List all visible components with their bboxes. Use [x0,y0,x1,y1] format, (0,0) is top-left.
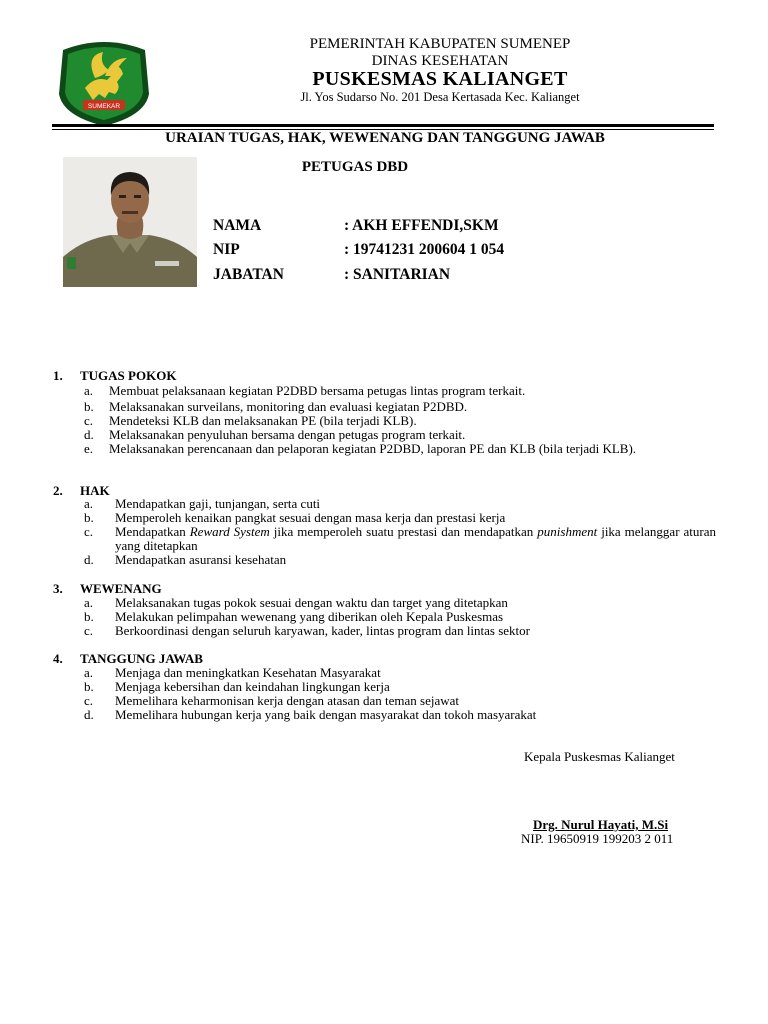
pegasus-shield-emblem [55,36,153,128]
list-marker: e. [84,441,94,456]
list-item [84,428,716,442]
list-item-text: Memelihara keharmonisan kerja dengan atasan dan teman sejawat [115,693,459,708]
identity-label-name: NAMA [213,217,262,234]
list-item [84,384,716,398]
list-item [84,497,716,511]
list-item-text: Melakukan pelimpahan wewenang yang diberikan oleh Kepala Puskesmas [115,609,504,624]
list-item [84,694,716,708]
list-item-text: Mendeteksi KLB dan melaksanakan PE (bila terjadi KLB). [109,413,417,428]
list-item-text: Memperoleh kenaikan pangkat sesuai dengan masa kerja dan prestasi kerja [115,510,506,525]
government-name: PEMERINTAH KABUPATEN SUMENEP [309,36,571,52]
list-item-text: Melaksanakan penyuluhan bersama dengan petugas program terkait. [109,427,466,442]
list-item-text: Melaksanakan surveilans, monitoring dan evaluasi kegiatan P2DBD. [109,399,468,414]
document-subtitle: PETUGAS DBD [301,159,409,175]
list-marker: c. [84,693,94,708]
list-item-text: Mendapatkan Reward System jika memperoleh suatu prestasi dan mendapatkan punishment jika melanggar aturan yang ditetapkan [115,524,716,553]
list-marker: d. [84,427,94,442]
list-marker: c. [84,413,94,428]
document-title: URAIAN TUGAS, HAK, WEWENANG DAN TANGGUNG JAWAB [165,130,605,146]
identity-value-position: : SANITARIAN [344,266,451,283]
identity-label-nip: NIP [213,241,240,258]
list-item [84,680,716,694]
department-name: DINAS KESEHATAN [371,53,509,69]
list-item-text: Membuat pelaksanaan kegiatan P2DBD bersama petugas lintas program terkait. [109,383,526,398]
list-item [84,666,716,680]
list-marker: b. [84,679,94,694]
list-marker: d. [84,707,94,722]
list-marker: a. [84,665,94,680]
identity-value-nip: : 19741231 200604 1 054 [344,241,505,258]
section-title: TANGGUNG JAWAB [80,651,203,666]
list-item [84,624,716,638]
list-item [84,553,716,567]
identity-label-position: JABATAN [213,266,284,283]
list-item [84,442,716,456]
signatory-name: Drg. Nurul Hayati, M.Si [533,817,669,832]
list-marker: b. [84,399,94,414]
section-title: TUGAS POKOK [80,368,177,383]
list-item [84,414,716,428]
list-item [84,596,716,610]
section-number: 2. [53,483,63,498]
list-marker: b. [84,609,94,624]
signatory-nip: NIP. 19650919 199203 2 011 [521,831,674,846]
section-number: 3. [53,581,63,596]
logo-ribbon-text: SUMEKAR [87,103,121,110]
section-number: 4. [53,651,63,666]
section-title: WEWENANG [80,581,162,596]
section-heading-tugas-pokok [53,368,176,384]
list-marker: b. [84,510,94,525]
list-marker: c. [84,524,94,539]
section-number: 1. [53,368,63,383]
list-item-text: Menjaga dan meningkatkan Kesehatan Masyarakat [115,665,381,680]
list-item-text: Memelihara hubungan kerja yang baik dengan masyarakat dan tokoh masyarakat [115,707,537,722]
list-item-text: Mendapatkan gaji, tunjangan, serta cuti [115,496,321,511]
list-item [84,400,716,414]
list-item [84,708,716,722]
list-marker: a. [84,383,94,398]
list-item-text: Berkoordinasi dengan seluruh karyawan, kader, lintas program dan lintas sektor [115,623,530,638]
list-item [84,525,716,553]
list-item-text: Mendapatkan asuransi kesehatan [115,552,287,567]
institution-name: PUSKESMAS KALIANGET [312,68,568,90]
list-item-text: Melaksanakan tugas pokok sesuai dengan waktu dan target yang ditetapkan [115,595,508,610]
list-marker: c. [84,623,94,638]
list-item-text: Melaksanakan perencanaan dan pelaporan kegiatan P2DBD, laporan PE dan KLB (bila terjadi KLB). [109,441,637,456]
list-item [84,511,716,525]
institution-address: Jl. Yos Sudarso No. 201 Desa Kertasada Kec. Kalianget [300,90,580,104]
identity-value-name: : AKH EFFENDI,SKM [344,217,499,234]
puskesmas-logo [55,36,153,128]
letterhead-rule-thick [52,124,714,127]
list-item [84,610,716,624]
list-item-text: Menjaga kebersihan dan keindahan lingkungan kerja [115,679,390,694]
portrait-image [63,157,197,287]
signature-title: Kepala Puskesmas Kalianget [524,749,675,764]
list-marker: d. [84,552,94,567]
list-marker: a. [84,496,94,511]
section-title: HAK [80,483,110,498]
employee-photo [63,157,197,287]
list-marker: a. [84,595,94,610]
